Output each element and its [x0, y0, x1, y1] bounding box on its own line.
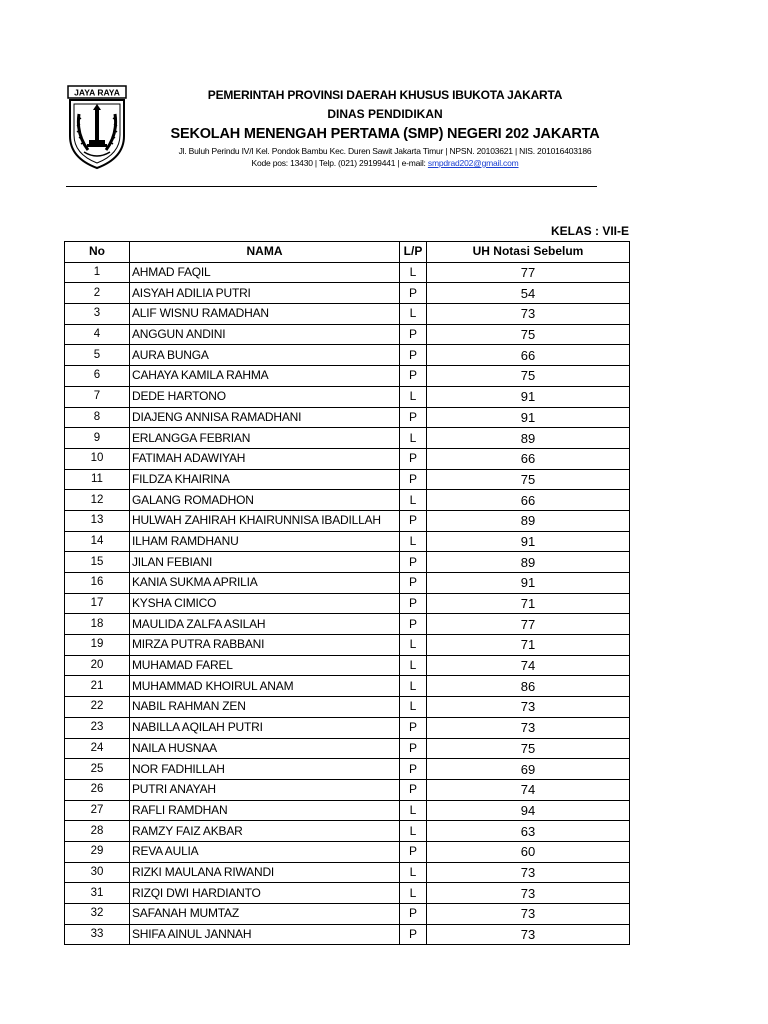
- table-row: [65, 821, 630, 842]
- table-row: [65, 573, 630, 594]
- government-line: PEMERINTAH PROVINSI DAERAH KHUSUS IBUKOTA JAKARTA: [207, 88, 563, 102]
- table-row: [65, 531, 630, 552]
- jaya-raya-crest-icon: [66, 84, 128, 170]
- score: 73: [427, 717, 630, 738]
- table-row: [65, 283, 630, 304]
- student-name: DEDE HARTONO: [130, 386, 400, 407]
- table-row: [65, 738, 630, 759]
- row-number: 26: [65, 779, 130, 800]
- score: 91: [427, 531, 630, 552]
- gender: P: [400, 904, 427, 925]
- table-row: [65, 386, 630, 407]
- table-row: [65, 490, 630, 511]
- table-row: [65, 862, 630, 883]
- student-name: AURA BUNGA: [130, 345, 400, 366]
- row-number: 4: [65, 324, 130, 345]
- table-row: [65, 593, 630, 614]
- gender: P: [400, 593, 427, 614]
- table-row: [65, 655, 630, 676]
- student-name: DIAJENG ANNISA RAMADHANI: [130, 407, 400, 428]
- student-name: FILDZA KHAIRINA: [130, 469, 400, 490]
- gender: P: [400, 324, 427, 345]
- score: 60: [427, 841, 630, 862]
- student-name: REVA AULIA: [130, 841, 400, 862]
- row-number: 10: [65, 448, 130, 469]
- table-row: [65, 262, 630, 283]
- gender: P: [400, 510, 427, 531]
- score: 71: [427, 593, 630, 614]
- score: 91: [427, 407, 630, 428]
- table-row: [65, 759, 630, 780]
- row-number: 5: [65, 345, 130, 366]
- gender: P: [400, 552, 427, 573]
- gender: P: [400, 283, 427, 304]
- gender: P: [400, 573, 427, 594]
- gender: P: [400, 407, 427, 428]
- email-link[interactable]: smpdrad202@gmail.com: [427, 158, 519, 168]
- table-row: [65, 676, 630, 697]
- table-row: [65, 510, 630, 531]
- department-line: DINAS PENDIDIKAN: [327, 107, 443, 121]
- score: 77: [427, 614, 630, 635]
- gender: L: [400, 800, 427, 821]
- table-row: [65, 366, 630, 387]
- gender: L: [400, 262, 427, 283]
- gender: P: [400, 738, 427, 759]
- table-row: [65, 697, 630, 718]
- student-name: ERLANGGA FEBRIAN: [130, 428, 400, 449]
- gender: P: [400, 759, 427, 780]
- score: 75: [427, 366, 630, 387]
- student-name: NABILLA AQILAH PUTRI: [130, 717, 400, 738]
- table-row: [65, 841, 630, 862]
- gender: L: [400, 676, 427, 697]
- table-row: [65, 304, 630, 325]
- score: 89: [427, 510, 630, 531]
- score: 77: [427, 262, 630, 283]
- table-row: [65, 469, 630, 490]
- row-number: 22: [65, 697, 130, 718]
- table-row: [65, 448, 630, 469]
- gender: P: [400, 779, 427, 800]
- table-row: [65, 800, 630, 821]
- student-name: AISYAH ADILIA PUTRI: [130, 283, 400, 304]
- student-name: ILHAM RAMDHANU: [130, 531, 400, 552]
- gender: L: [400, 862, 427, 883]
- row-number: 15: [65, 552, 130, 573]
- score: 66: [427, 490, 630, 511]
- gender: P: [400, 924, 427, 945]
- row-number: 32: [65, 904, 130, 925]
- gender: L: [400, 697, 427, 718]
- score: 74: [427, 779, 630, 800]
- student-name: RAFLI RAMDHAN: [130, 800, 400, 821]
- student-name: MIRZA PUTRA RABBANI: [130, 635, 400, 656]
- row-number: 20: [65, 655, 130, 676]
- score: 73: [427, 904, 630, 925]
- gender: L: [400, 304, 427, 325]
- row-number: 18: [65, 614, 130, 635]
- score: 75: [427, 738, 630, 759]
- score: 75: [427, 324, 630, 345]
- student-name: SAFANAH MUMTAZ: [130, 904, 400, 925]
- row-number: 29: [65, 841, 130, 862]
- row-number: 27: [65, 800, 130, 821]
- gender: P: [400, 717, 427, 738]
- gender: P: [400, 345, 427, 366]
- score: 73: [427, 862, 630, 883]
- row-number: 7: [65, 386, 130, 407]
- score: 89: [427, 552, 630, 573]
- row-number: 19: [65, 635, 130, 656]
- score: 66: [427, 448, 630, 469]
- student-score-table: [64, 241, 630, 945]
- gender: L: [400, 635, 427, 656]
- table-row: [65, 924, 630, 945]
- table-row: [65, 407, 630, 428]
- row-number: 25: [65, 759, 130, 780]
- student-name: AHMAD FAQIL: [130, 262, 400, 283]
- score: 74: [427, 655, 630, 676]
- gender: P: [400, 614, 427, 635]
- student-name: FATIMAH ADAWIYAH: [130, 448, 400, 469]
- student-name: ANGGUN ANDINI: [130, 324, 400, 345]
- student-name: NABIL RAHMAN ZEN: [130, 697, 400, 718]
- score: 73: [427, 697, 630, 718]
- class-label: KELAS : VII-E: [551, 224, 630, 238]
- table-row: [65, 779, 630, 800]
- row-number: 23: [65, 717, 130, 738]
- gender: P: [400, 469, 427, 490]
- gender: P: [400, 366, 427, 387]
- row-number: 24: [65, 738, 130, 759]
- student-name: RIZKI MAULANA RIWANDI: [130, 862, 400, 883]
- table-row: [65, 883, 630, 904]
- gender: L: [400, 655, 427, 676]
- score: 91: [427, 573, 630, 594]
- student-name: KYSHA CIMICO: [130, 593, 400, 614]
- score: 73: [427, 304, 630, 325]
- student-name: SHIFA AINUL JANNAH: [130, 924, 400, 945]
- student-name: JILAN FEBIANI: [130, 552, 400, 573]
- table-row: [65, 635, 630, 656]
- student-name: CAHAYA KAMILA RAHMA: [130, 366, 400, 387]
- contact-text: Kode pos: 13430 | Telp. (021) 29199441 | e-mail:: [251, 158, 428, 168]
- row-number: 6: [65, 366, 130, 387]
- gender: L: [400, 883, 427, 904]
- table-row: [65, 552, 630, 573]
- gender: L: [400, 490, 427, 511]
- school-contact: [150, 158, 620, 168]
- score: 73: [427, 924, 630, 945]
- table-row: [65, 717, 630, 738]
- column-header-nama: NAMA: [130, 242, 400, 263]
- student-name: GALANG ROMADHON: [130, 490, 400, 511]
- gender: L: [400, 821, 427, 842]
- student-name: NOR FADHILLAH: [130, 759, 400, 780]
- score: 69: [427, 759, 630, 780]
- student-name: MUHAMAD FAREL: [130, 655, 400, 676]
- student-name: MUHAMMAD KHOIRUL ANAM: [130, 676, 400, 697]
- score: 63: [427, 821, 630, 842]
- row-number: 13: [65, 510, 130, 531]
- score: 66: [427, 345, 630, 366]
- student-name: RIZQI DWI HARDIANTO: [130, 883, 400, 904]
- row-number: 30: [65, 862, 130, 883]
- column-header-no: No: [65, 242, 130, 263]
- score: 89: [427, 428, 630, 449]
- school-address: Jl. Buluh Perindu IV/I Kel. Pondok Bambu Kec. Duren Sawit Jakarta Timur | NPSN. 20103621 | NIS. 201016403186: [178, 146, 592, 156]
- student-name: MAULIDA ZALFA ASILAH: [130, 614, 400, 635]
- column-header-lp: L/P: [400, 242, 427, 263]
- student-name: NAILA HUSNAA: [130, 738, 400, 759]
- table-row: [65, 345, 630, 366]
- gender: P: [400, 448, 427, 469]
- row-number: 31: [65, 883, 130, 904]
- row-number: 3: [65, 304, 130, 325]
- logo-text: JAYA RAYA: [74, 87, 120, 98]
- letterhead: [150, 88, 620, 168]
- gender: L: [400, 428, 427, 449]
- row-number: 21: [65, 676, 130, 697]
- gender: L: [400, 531, 427, 552]
- student-name: HULWAH ZAHIRAH KHAIRUNNISA IBADILLAH: [130, 510, 400, 531]
- gender: L: [400, 386, 427, 407]
- column-header-score: UH Notasi Sebelum: [427, 242, 630, 263]
- row-number: 8: [65, 407, 130, 428]
- table-row: [65, 428, 630, 449]
- score: 94: [427, 800, 630, 821]
- gender: P: [400, 841, 427, 862]
- school-name: SEKOLAH MENENGAH PERTAMA (SMP) NEGERI 202 JAKARTA: [170, 126, 600, 142]
- row-number: 17: [65, 593, 130, 614]
- table-row: [65, 614, 630, 635]
- row-number: 11: [65, 469, 130, 490]
- score: 71: [427, 635, 630, 656]
- row-number: 9: [65, 428, 130, 449]
- student-name: PUTRI ANAYAH: [130, 779, 400, 800]
- score: 86: [427, 676, 630, 697]
- score: 91: [427, 386, 630, 407]
- row-number: 12: [65, 490, 130, 511]
- table-header-row: [65, 242, 630, 263]
- row-number: 28: [65, 821, 130, 842]
- score: 73: [427, 883, 630, 904]
- letterhead-divider: [66, 186, 597, 187]
- score: 75: [427, 469, 630, 490]
- row-number: 2: [65, 283, 130, 304]
- row-number: 14: [65, 531, 130, 552]
- score: 54: [427, 283, 630, 304]
- student-name: RAMZY FAIZ AKBAR: [130, 821, 400, 842]
- row-number: 16: [65, 573, 130, 594]
- table-row: [65, 904, 630, 925]
- student-name: KANIA SUKMA APRILIA: [130, 573, 400, 594]
- row-number: 1: [65, 262, 130, 283]
- table-body: [65, 262, 630, 945]
- student-name: ALIF WISNU RAMADHAN: [130, 304, 400, 325]
- row-number: 33: [65, 924, 130, 945]
- table-row: [65, 324, 630, 345]
